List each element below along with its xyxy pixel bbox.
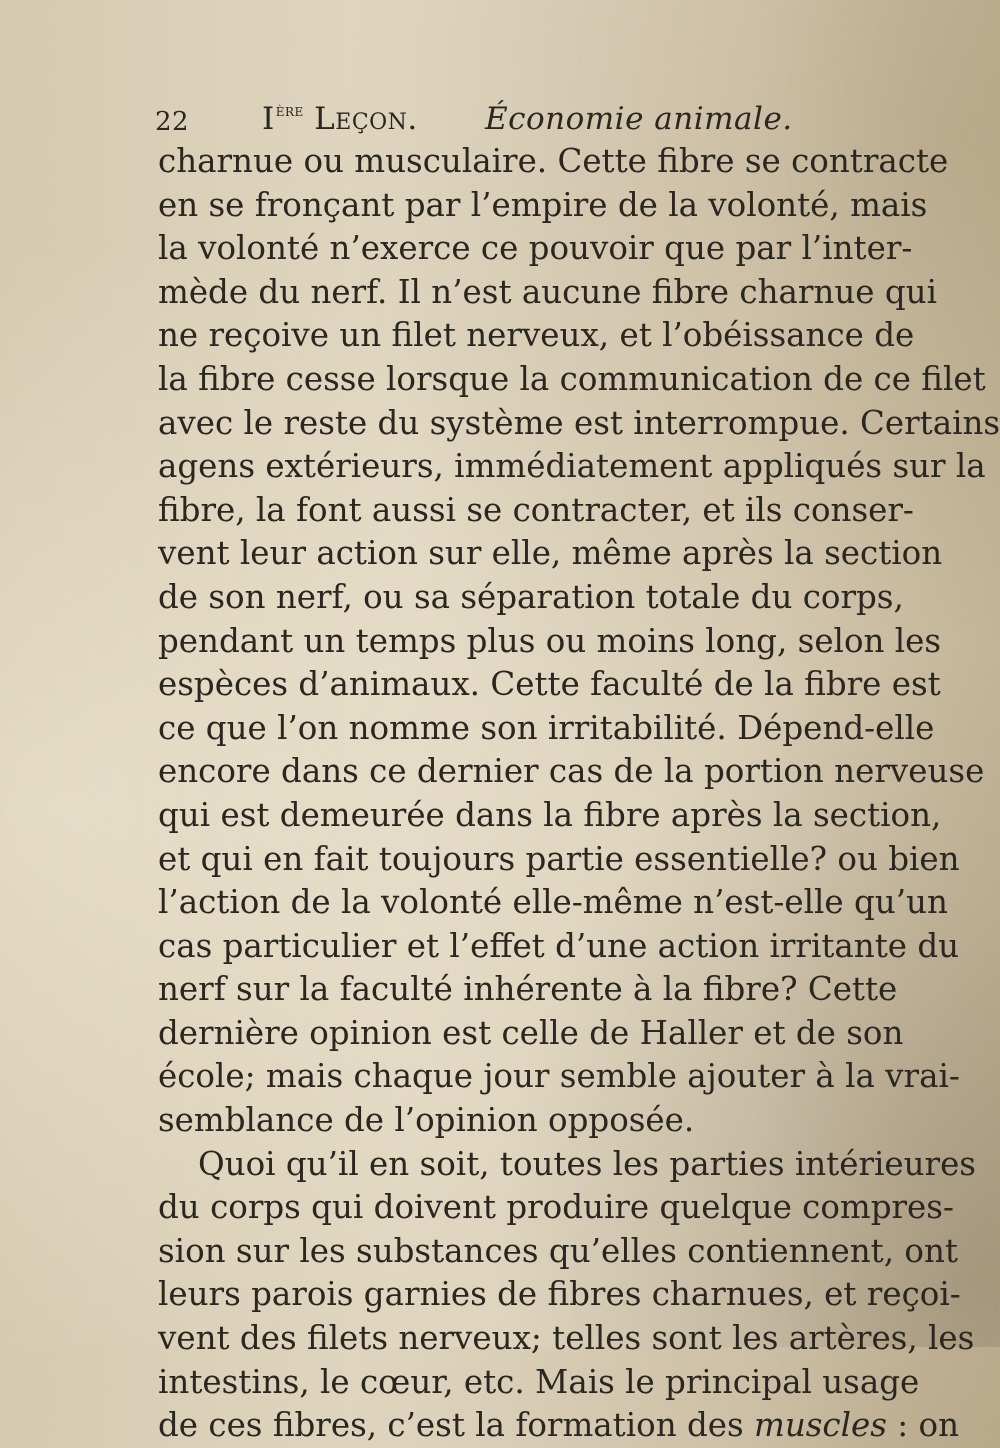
body-text <box>158 140 1000 1448</box>
text-line: vent leur action sur elle, même après la section <box>158 534 943 573</box>
text-line: qui est demeurée dans la fibre après la section, <box>158 795 942 834</box>
text-line: du corps qui doivent produire quelque compres- <box>158 1188 954 1227</box>
text-line: vent des filets nerveux; telles sont les artères, les <box>158 1319 975 1358</box>
text-line: dernière opinion est celle de Haller et de son <box>158 1013 904 1052</box>
text-line: la fibre cesse lorsque la communication de ce filet <box>158 359 986 398</box>
text-line: espèces d’animaux. Cette faculté de la fibre est <box>158 665 941 704</box>
text-line: encore dans ce dernier cas de la portion nerveuse <box>158 752 985 791</box>
text-line: sion sur les substances qu’elles contiennent, ont <box>158 1231 958 1270</box>
page-number: 22 <box>155 107 190 137</box>
text-line: l’action de la volonté elle-même n’est-elle qu’un <box>158 883 948 922</box>
text-line: et qui en fait toujours partie essentielle? ou bien <box>158 839 960 878</box>
text-line: agens extérieurs, immédiatement appliqués sur la <box>158 447 986 486</box>
text-line: ne reçoive un filet nerveux, et l’obéissance de <box>158 316 915 355</box>
text-line: pendant un temps plus ou moins long, selon les <box>158 621 942 660</box>
paragraph-1 <box>158 140 1000 1143</box>
text-line: intestins, le cœur, etc. Mais le principal usage <box>158 1362 920 1401</box>
text-line: nerf sur la faculté inhérente à la fibre? Cette <box>158 970 898 1009</box>
text-line: fibre, la font aussi se contracter, et ils conser- <box>158 490 914 529</box>
text-line: Quoi qu’il en soit, toutes les parties intérieures <box>198 1144 976 1183</box>
text-line: semblance de l’opinion opposée. <box>158 1101 695 1140</box>
text-line: ce que l’on nomme son irritabilité. Dépend-elle <box>158 708 935 747</box>
text-line: la volonté n’exerce ce pouvoir que par l’inter- <box>158 229 913 268</box>
lesson-word: Leçon. <box>314 101 418 137</box>
text-line-final <box>158 1404 960 1448</box>
text-line: leurs parois garnies de fibres charnues, et reçoi- <box>158 1275 961 1314</box>
lesson-ordinal: ère <box>275 101 304 121</box>
lesson-label <box>262 101 418 137</box>
running-header <box>155 95 793 145</box>
chapter-title: Économie animale. <box>485 101 793 137</box>
text-line: en se fronçant par l’empire de la volonté, mais <box>158 185 928 224</box>
text-line: mède du nerf. Il n’est aucune fibre charnue qui <box>158 272 937 311</box>
text-fragment: de ces fibres, c’est la formation des <box>158 1406 754 1445</box>
paragraph-2 <box>158 1143 976 1448</box>
text-line: charnue ou musculaire. Cette fibre se contracte <box>158 142 949 180</box>
text-line: cas particulier et l’effet d’une action irritante du <box>158 926 960 965</box>
text-line: école; mais chaque jour semble ajouter à la vrai- <box>158 1057 960 1096</box>
italic-term: muscles <box>754 1406 887 1445</box>
text-fragment: : on <box>897 1406 960 1445</box>
text-line: de son nerf, ou sa séparation totale du corps, <box>158 577 904 616</box>
lesson-number: I <box>262 101 275 137</box>
text-line: avec le reste du système est interrompue. Certains <box>158 403 1000 442</box>
